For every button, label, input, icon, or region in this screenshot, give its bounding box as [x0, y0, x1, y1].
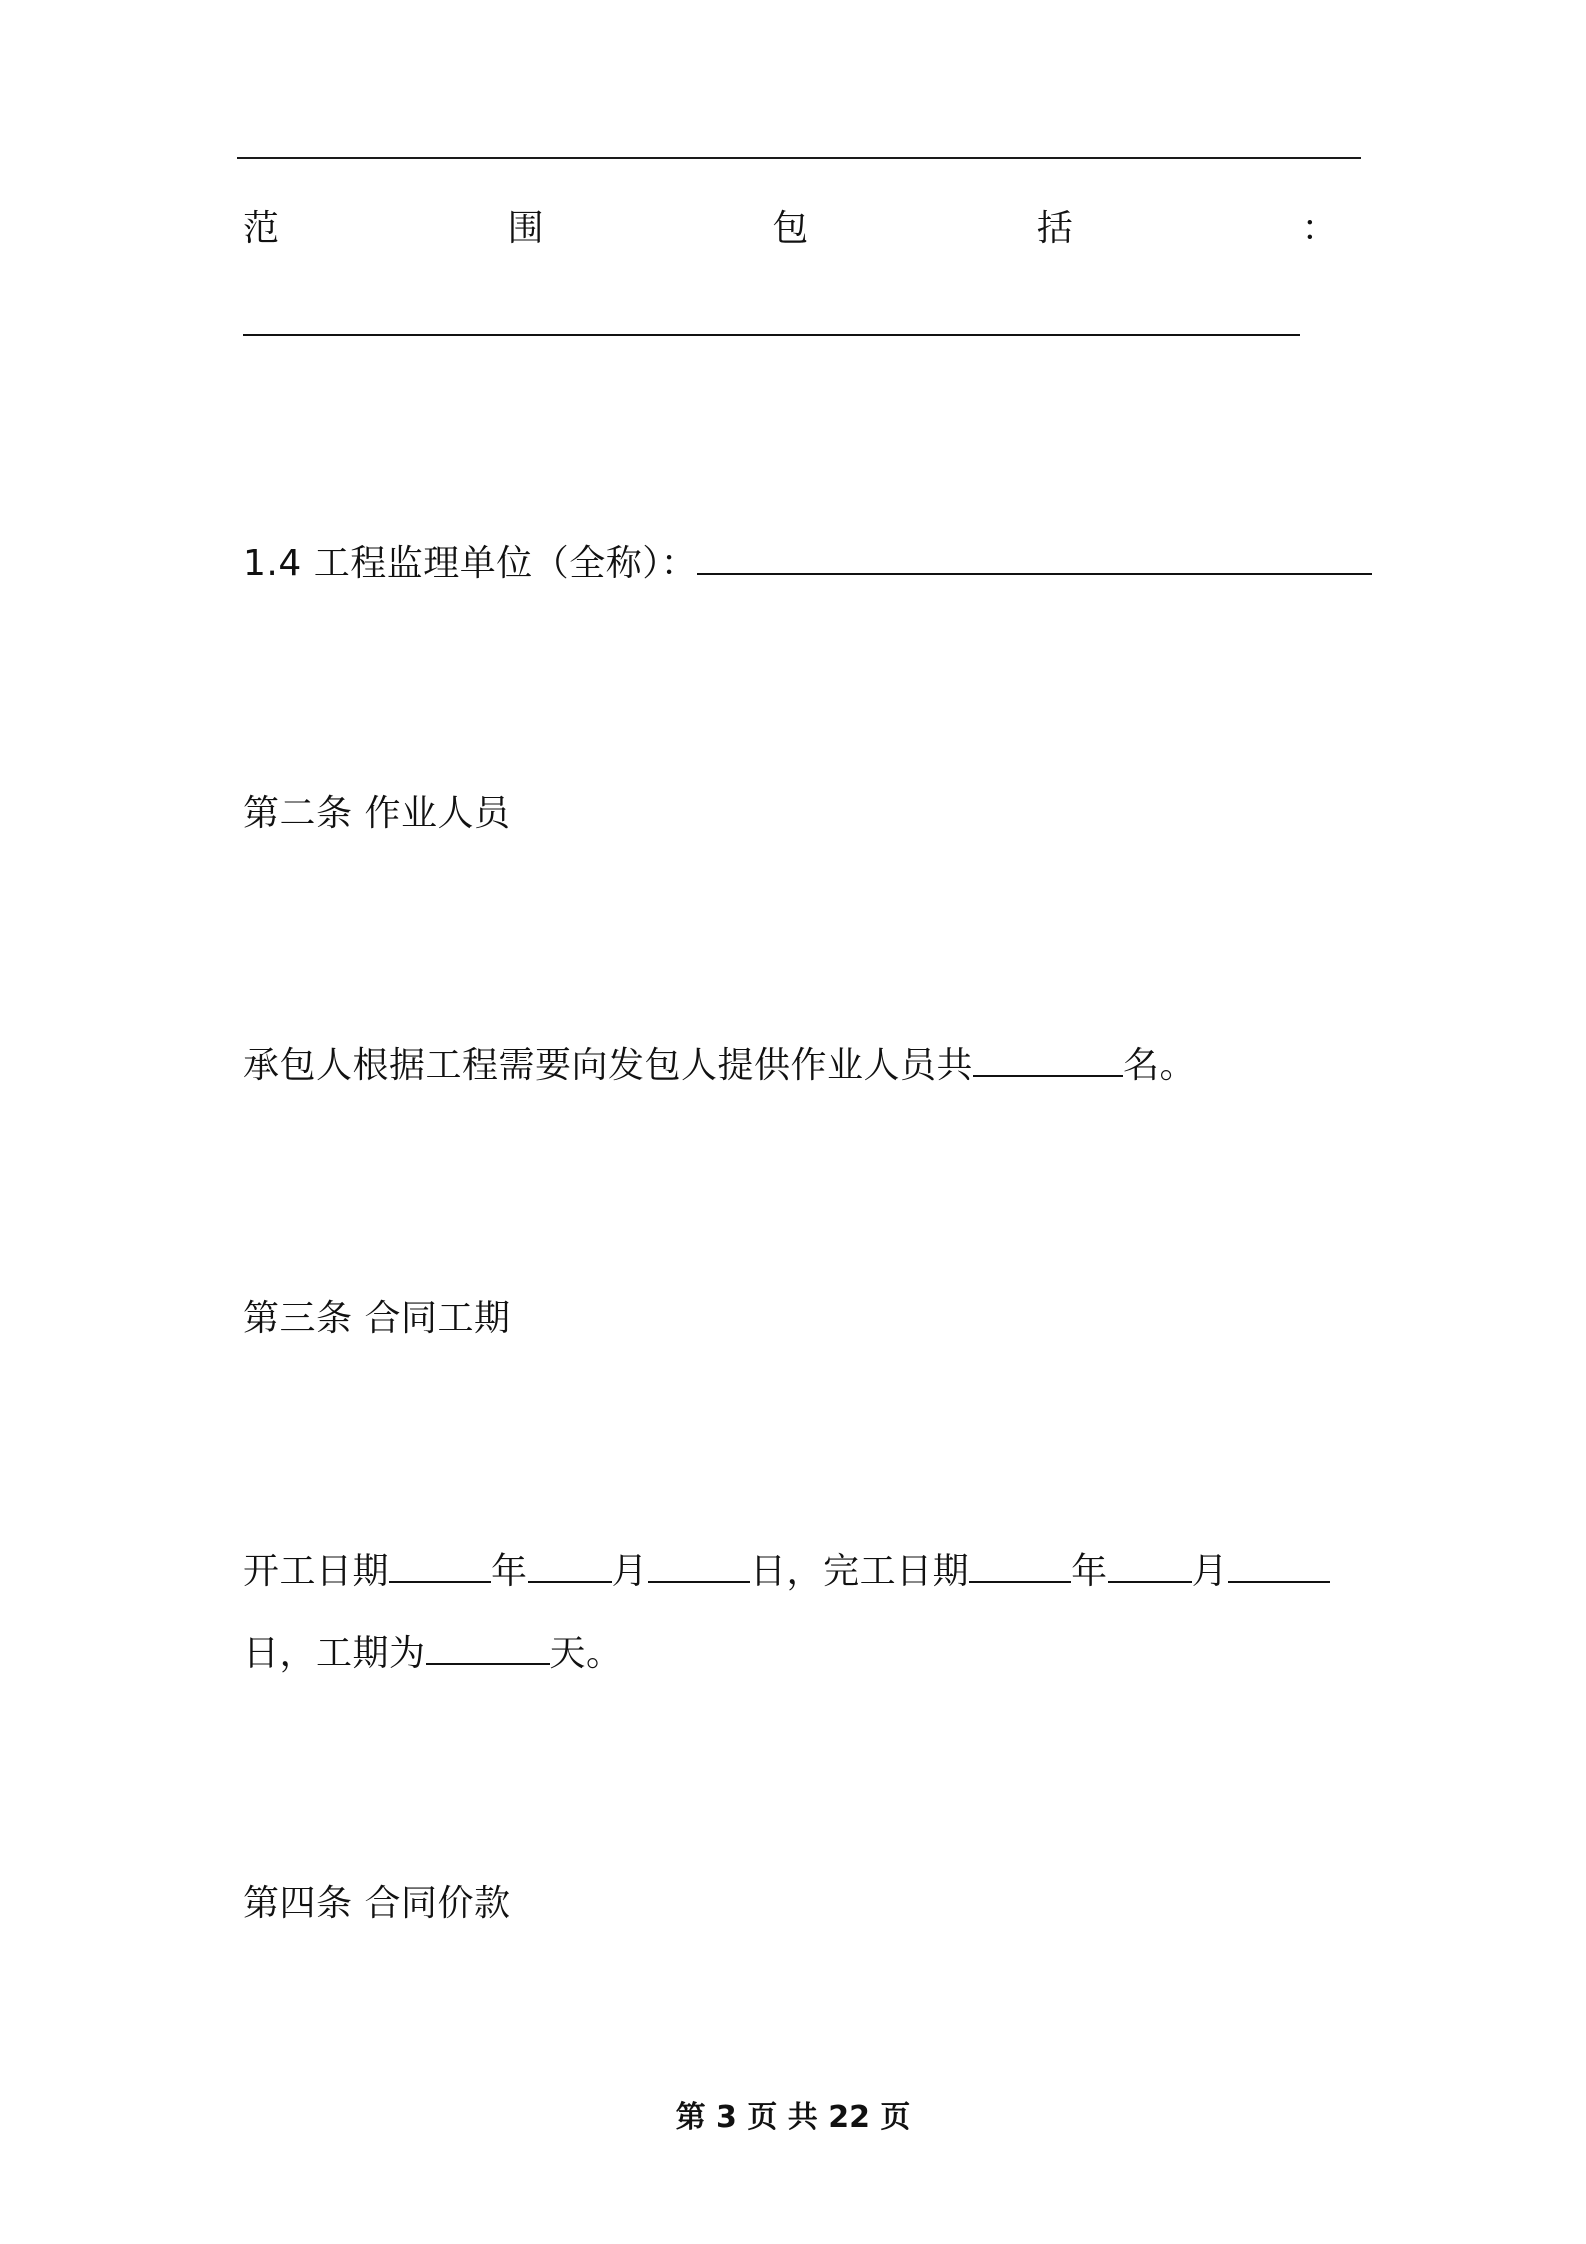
day-label: 日，: [750, 1551, 824, 1592]
start-day-blank: [648, 1549, 750, 1583]
year-label: 年: [491, 1551, 528, 1592]
page-number: 第 3 页 共 22 页: [675, 2100, 911, 2135]
start-year-blank: [389, 1549, 491, 1583]
article2-text-after: 名。: [1123, 1045, 1197, 1086]
supervision-label: 1.4 工程监理单位（全称）：: [243, 543, 698, 584]
month-label: 月: [611, 1551, 649, 1592]
days-unit: 天。: [549, 1633, 623, 1674]
workers-count-blank: [973, 1043, 1123, 1077]
article2-text-before: 承包人根据工程需要向发包人提供作业人员共: [243, 1045, 974, 1086]
scope-char: 围: [507, 208, 545, 249]
year-label: 年: [1071, 1551, 1108, 1592]
scope-line: [243, 205, 1338, 253]
end-day-blank: [1228, 1549, 1330, 1583]
dates-line: [243, 1548, 1330, 1596]
end-year-blank: [969, 1549, 1071, 1583]
month-label: 月: [1191, 1551, 1229, 1592]
article3-heading: 第三条 合同工期: [243, 1298, 511, 1339]
article2-heading: 第二条 作业人员: [243, 793, 511, 834]
supervision-line: [243, 540, 1372, 588]
article2-text: [243, 1042, 1196, 1090]
scope-char: 括: [1036, 208, 1074, 249]
day-label: 日: [243, 1633, 280, 1674]
period-line: [243, 1630, 623, 1678]
scope-char: 包: [772, 208, 809, 249]
scope-char: 范: [243, 208, 280, 249]
article4-heading: 第四条 合同价款: [243, 1883, 511, 1924]
period-days-blank: [426, 1631, 550, 1665]
end-month-blank: [1108, 1549, 1192, 1583]
scope-char: ：: [1301, 208, 1338, 249]
start-month-blank: [528, 1549, 612, 1583]
end-label: 完工日期: [823, 1551, 970, 1592]
period-label: ，工期为: [279, 1633, 426, 1674]
header-rule: [237, 157, 1361, 159]
scope-fill-blank: [243, 334, 1300, 336]
supervision-blank: [697, 541, 1372, 575]
start-label: 开工日期: [243, 1551, 390, 1592]
